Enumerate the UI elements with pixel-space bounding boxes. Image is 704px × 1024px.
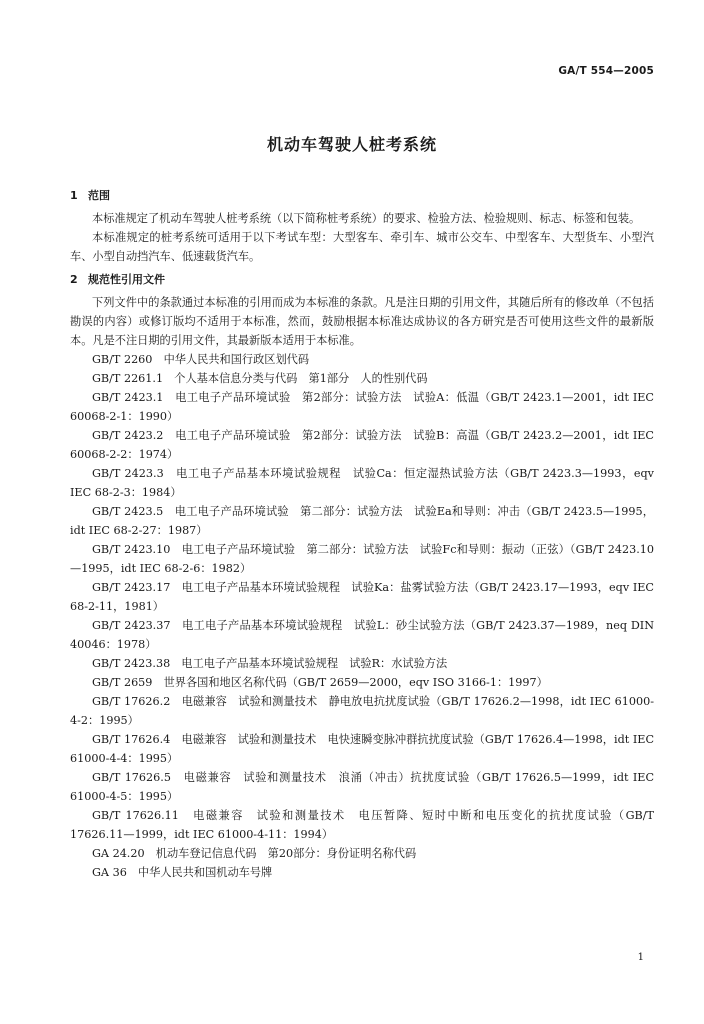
- section-normative-references: [70, 270, 654, 882]
- section-title: 规范性引用文件: [88, 273, 165, 286]
- reference-item: GB/T 17626.4 电磁兼容 试验和测量技术 电快速瞬变脉冲群抗扰度试验（GB/T 17626.4—1998，idt IEC 61000-4-4：1995）: [70, 733, 654, 765]
- paragraph: 本标准规定了机动车驾驶人桩考系统（以下简称桩考系统）的要求、检验方法、检验规则、标志、标签和包装。: [92, 212, 641, 225]
- reference-item: GA 24.20 机动车登记信息代码 第20部分：身份证明名称代码: [92, 847, 417, 860]
- document-body: [70, 186, 654, 882]
- reference-list: [70, 350, 654, 882]
- paragraph: 本标准规定的桩考系统可适用于以下考试车型：大型客车、牵引车、城市公交车、中型客车、大型货车、小型汽车、小型自动挡汽车、低速载货汽车。: [70, 231, 654, 263]
- reference-item: GB/T 17626.5 电磁兼容 试验和测量技术 浪涌（冲击）抗扰度试验（GB/T 17626.5—1999，idt IEC 61000-4-5：1995）: [70, 771, 654, 803]
- reference-item: GB/T 2423.37 电工电子产品基本环境试验规程 试验L：砂尘试验方法（GB/T 2423.37—1989，neq DIN 40046：1978）: [70, 619, 654, 651]
- section-heading: [70, 186, 654, 205]
- section-number: 1: [70, 189, 78, 202]
- reference-item: GB/T 17626.11 电磁兼容 试验和测量技术 电压暂降、短时中断和电压变化的抗扰度试验（GB/T 17626.11—1999，idt IEC 61000-4-11：1994）: [70, 809, 654, 841]
- reference-item: GB/T 2423.2 电工电子产品环境试验 第2部分：试验方法 试验B：高温（GB/T 2423.2—2001，idt IEC 60068-2-2：1974）: [70, 429, 654, 461]
- reference-item: GB/T 2423.3 电工电子产品基本环境试验规程 试验Ca：恒定湿热试验方法（GB/T 2423.3—1993，eqv IEC 68-2-3：1984）: [70, 467, 654, 499]
- reference-item: GB/T 2659 世界各国和地区名称代码（GB/T 2659—2000，eqv ISO 3166-1：1997）: [92, 676, 548, 689]
- section-scope: [70, 186, 654, 266]
- page-number: 1: [637, 952, 644, 963]
- section-number: 2: [70, 273, 78, 286]
- reference-item: GB/T 2423.17 电工电子产品基本环境试验规程 试验Ka：盐雾试验方法（GB/T 2423.17—1993，eqv IEC 68-2-11，1981）: [70, 581, 654, 613]
- reference-item: GB/T 2261.1 个人基本信息分类与代码 第1部分 人的性别代码: [92, 372, 428, 385]
- reference-item: GB/T 2260 中华人民共和国行政区划代码: [92, 353, 310, 366]
- reference-item: GB/T 17626.2 电磁兼容 试验和测量技术 静电放电抗扰度试验（GB/T 17626.2—1998，idt IEC 61000-4-2：1995）: [70, 695, 654, 727]
- document-title: 机动车驾驶人桩考系统: [266, 135, 437, 154]
- reference-item: GB/T 2423.1 电工电子产品环境试验 第2部分：试验方法 试验A：低温（GB/T 2423.1—2001，idt IEC 60068-2-1：1990）: [70, 391, 654, 423]
- paragraph: 下列文件中的条款通过本标准的引用而成为本标准的条款。凡是注日期的引用文件，其随后所有的修改单（不包括勘误的内容）或修订版均不适用于本标准，然而，鼓励根据本标准达成协议的各方研究是否可使用这些文件的最新版本。凡是不注日期的引用文件，其最新版本适用于本标准。: [70, 296, 654, 347]
- reference-item: GA 36 中华人民共和国机动车号牌: [92, 866, 273, 879]
- section-title: 范围: [88, 189, 110, 202]
- reference-item: GB/T 2423.5 电工电子产品环境试验 第二部分：试验方法 试验Ea和导则：冲击（GB/T 2423.5—1995，idt IEC 68-2-27：1987）: [70, 505, 654, 537]
- reference-item: GB/T 2423.38 电工电子产品基本环境试验规程 试验R：水试验方法: [92, 657, 448, 670]
- standard-code: GA/T 554—2005: [558, 65, 654, 77]
- reference-item: GB/T 2423.10 电工电子产品环境试验 第二部分：试验方法 试验Fc和导则：振动（正弦）（GB/T 2423.10—1995，idt IEC 68-2-6：1982）: [70, 543, 654, 575]
- section-heading: [70, 270, 654, 289]
